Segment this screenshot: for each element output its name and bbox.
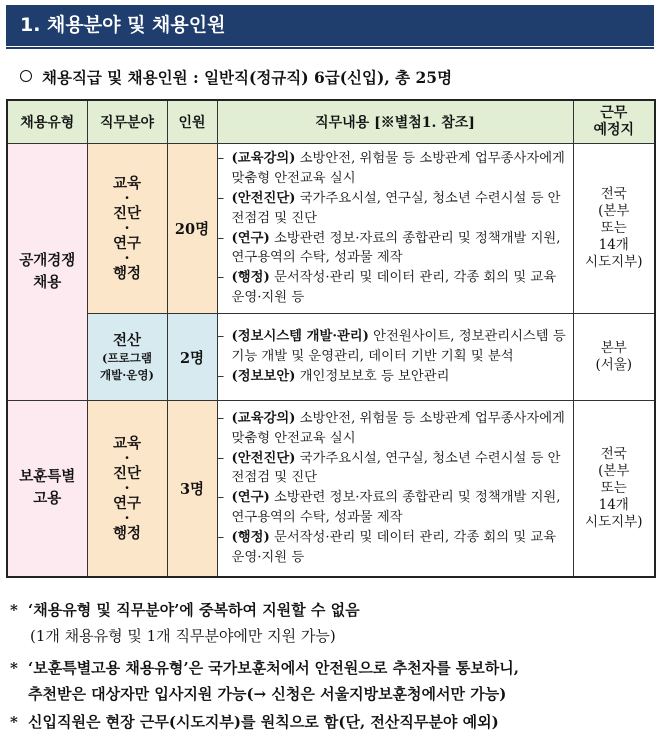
table-row	[7, 314, 655, 401]
table-row	[7, 144, 655, 314]
note-subtext: (1개 채용유형 및 1개 직무분야에만 지원 가능)	[30, 627, 336, 645]
duty-item: – (정보보안) 개인정보보호 등 보안관리	[217, 368, 450, 384]
field-label: 행정	[112, 265, 141, 282]
duty-item: – (행정) 문서작성·관리 및 데이터 관리, 각종 회의 및 교육 운영·지원 등	[217, 270, 557, 305]
header-place	[573, 100, 655, 144]
type-label: 공개경쟁	[19, 252, 76, 269]
field-dot: ·	[124, 220, 130, 237]
field-label: 행정	[112, 524, 141, 542]
type-cell-veteran	[7, 401, 87, 577]
circle-bullet-icon	[20, 70, 32, 82]
duty-item: – (행정) 문서작성·관리 및 데이터 관리, 각종 회의 및 교육 운영·지원 등	[217, 529, 557, 565]
header-place-line2: 예정지	[593, 122, 635, 138]
place-cell: 전국 (본부 또는 14개 시도지부)	[573, 144, 655, 314]
duty-item: – (교육강의) 소방안전, 위험물 등 소방관계 업무종사자에게 맞춤형 안전교육 실시	[217, 411, 565, 446]
type-label: 고용	[33, 490, 62, 508]
note-item: * ‘채용유형 및 직무분야’에 중복하여 지원할 수 없음	[10, 601, 360, 619]
field-dot: ·	[124, 190, 130, 207]
field-dot: ·	[124, 479, 130, 497]
table-header-row	[7, 100, 655, 144]
header-count: 인원	[167, 100, 217, 144]
count-cell: 2명	[167, 314, 217, 401]
duty-item: – (정보시스템 개발·관리) 안전원사이트, 정보관리시스템 등 기능 개발 및 운영관리, 데이터 기반 기획 및 분석	[217, 329, 566, 365]
field-label: 전산	[112, 331, 141, 349]
duties-cell	[217, 401, 573, 577]
duty-item: – (연구) 소방관련 정보·자료의 종합관리 및 정책개발 지원, 연구용역의 수탁, 성과물 제작	[217, 230, 561, 266]
note-item-continuation: 추천받은 대상자만 입사지원 가능(→ 신청은 서울지방보훈청에서만 가능)	[28, 685, 507, 703]
duty-item: – (안전진단) 국가주요시설, 연구실, 청소년 수련시설 등 안전점검 및 진단	[217, 190, 561, 226]
field-label: 진단	[112, 464, 141, 482]
field-label: 교육	[112, 434, 141, 452]
note-item: * 신입직원은 현장 근무(시도지부)를 원칙으로 함(단, 전산직무분야 예외)	[10, 713, 499, 731]
place-cell: 전국 (본부 또는 14개 시도지부)	[573, 401, 655, 577]
field-label: 교육	[112, 175, 141, 192]
duties-cell	[217, 144, 573, 314]
count-cell: 20명	[167, 144, 217, 314]
duty-item: – (연구) 소방관련 정보·자료의 종합관리 및 정책개발 지원, 연구용역의 수탁, 성과물 제작	[217, 490, 561, 526]
recruitment-summary	[20, 66, 452, 88]
header-duties: 직무내용 [※별첨1. 참조]	[217, 100, 573, 144]
field-dot: ·	[124, 449, 130, 467]
section-header	[6, 5, 654, 46]
field-dot: ·	[124, 250, 130, 267]
count-cell: 3명	[167, 401, 217, 577]
header-place-line1: 근무	[600, 105, 628, 121]
header-field: 직무분야	[87, 100, 167, 144]
field-dot: ·	[124, 509, 130, 527]
duty-item: – (안전진단) 국가주요시설, 연구실, 청소년 수련시설 등 안전점검 및 진단	[217, 450, 561, 486]
duties-cell	[217, 314, 573, 401]
note-item: * ‘보훈특별고용 채용유형’은 국가보훈처에서 안전원으로 추천자를 통보하니,	[10, 659, 519, 677]
field-label: 연구	[112, 235, 141, 252]
type-label: 보훈특별	[19, 468, 76, 486]
duty-item: – (교육강의) 소방안전, 위험물 등 소방관계 업무종사자에게 맞춤형 안전교육 실시	[217, 151, 565, 187]
field-label: 연구	[112, 494, 141, 512]
field-sublabel: 개발·운영)	[100, 367, 154, 382]
recruitment-table	[6, 99, 656, 578]
field-cell	[87, 314, 167, 401]
recruitment-summary-text: 채용직급 및 채용인원 : 일반직(정규직) 6급(신입), 총 25명	[42, 68, 453, 87]
field-cell	[87, 144, 167, 314]
header-type: 채용유형	[7, 100, 87, 144]
type-cell-open	[7, 144, 87, 401]
field-sublabel: (프로그램	[102, 350, 152, 365]
field-label: 진단	[112, 205, 141, 222]
table-row	[7, 401, 655, 577]
place-cell: 본부 (서울)	[573, 314, 655, 401]
type-label: 채용	[33, 274, 62, 291]
field-cell	[87, 401, 167, 577]
section-title: 1. 채용분야 및 채용인원	[20, 14, 226, 36]
header-rule	[6, 47, 654, 49]
